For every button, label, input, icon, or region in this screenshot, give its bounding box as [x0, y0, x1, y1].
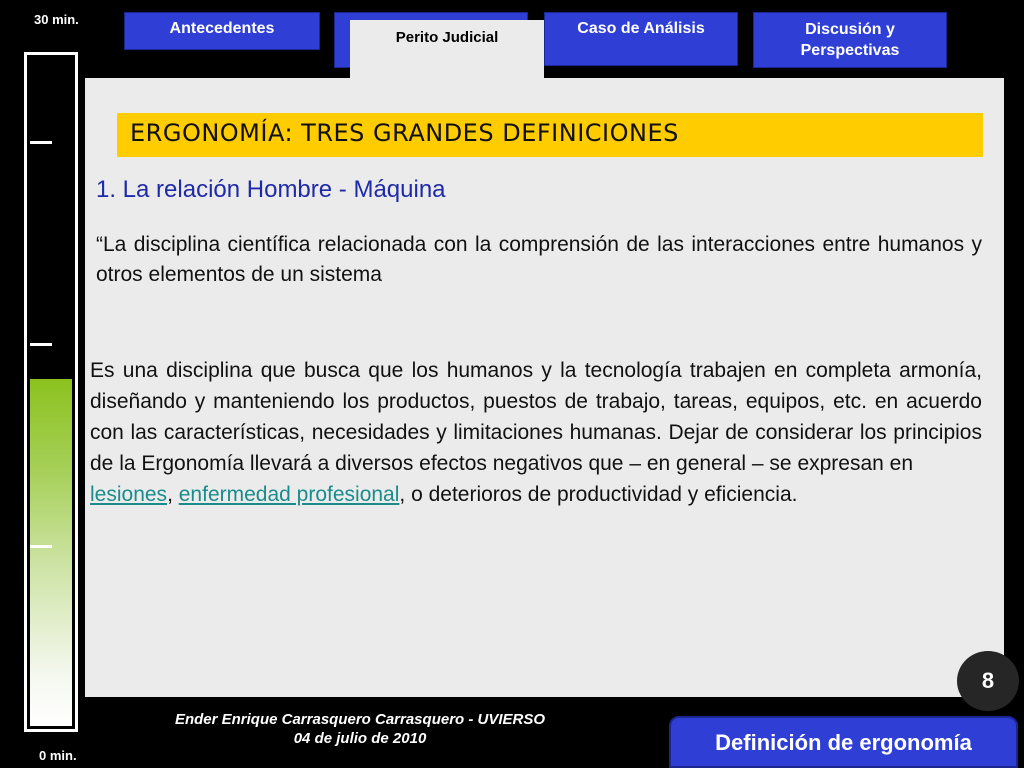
definition-quote: “La disciplina científica relacionada con la comprensión de las interacciones entre humanos y otros elementos de un sistema: [96, 233, 982, 286]
body-end: , o deterioros de productividad y eficiencia.: [399, 483, 798, 506]
definition-body: [90, 355, 982, 510]
tab-perito-judicial[interactable]: Perito Judicial: [350, 20, 544, 80]
footer-credits: [140, 710, 580, 748]
tab-discusion-line2: Perspectivas: [800, 42, 900, 59]
link-lesiones[interactable]: lesiones: [90, 483, 168, 506]
body-text: Es una disciplina que busca que los humanos y la tecnología trabajen en completa armonía, diseñando y manteniendo los productos, puestos de trabajo, tareas, equipos, etc. en acuerdo con las características, necesidades y limitaciones humanas. Dejar de considerar los principios de la Ergonomía llevará a diversos efectos negativos que – en general – se expresan en: [90, 359, 982, 475]
time-gauge: [24, 52, 78, 732]
tab-caso-de-analisis[interactable]: Caso de Análisis: [544, 12, 738, 66]
slide-heading: ERGONOMÍA: TRES GRANDES DEFINICIONES: [117, 113, 983, 157]
gauge-tick: [30, 545, 52, 548]
footer-author: Ender Enrique Carrasquero Carrasquero - UVIERSO: [174, 711, 546, 728]
timer-min-label: 0 min.: [39, 748, 77, 763]
time-gauge-fill: [30, 379, 72, 726]
section-title: Definición de ergonomía: [669, 716, 1018, 768]
tab-discusion-line1: Discusión y: [805, 21, 895, 38]
page-number-badge: 8: [957, 651, 1019, 711]
tab-antecedentes[interactable]: Antecedentes: [124, 12, 320, 50]
tab-discusion-y-perspectivas[interactable]: [753, 12, 947, 68]
gauge-tick: [30, 343, 52, 346]
gauge-tick: [30, 141, 52, 144]
link-enfermedad-profesional[interactable]: enfermedad profesional: [178, 483, 400, 506]
body-separator: ,: [167, 483, 173, 506]
timer-max-label: 30 min.: [34, 12, 79, 27]
footer-date: 04 de julio de 2010: [293, 730, 427, 747]
slide-subtitle: 1. La relación Hombre - Máquina: [96, 176, 446, 203]
